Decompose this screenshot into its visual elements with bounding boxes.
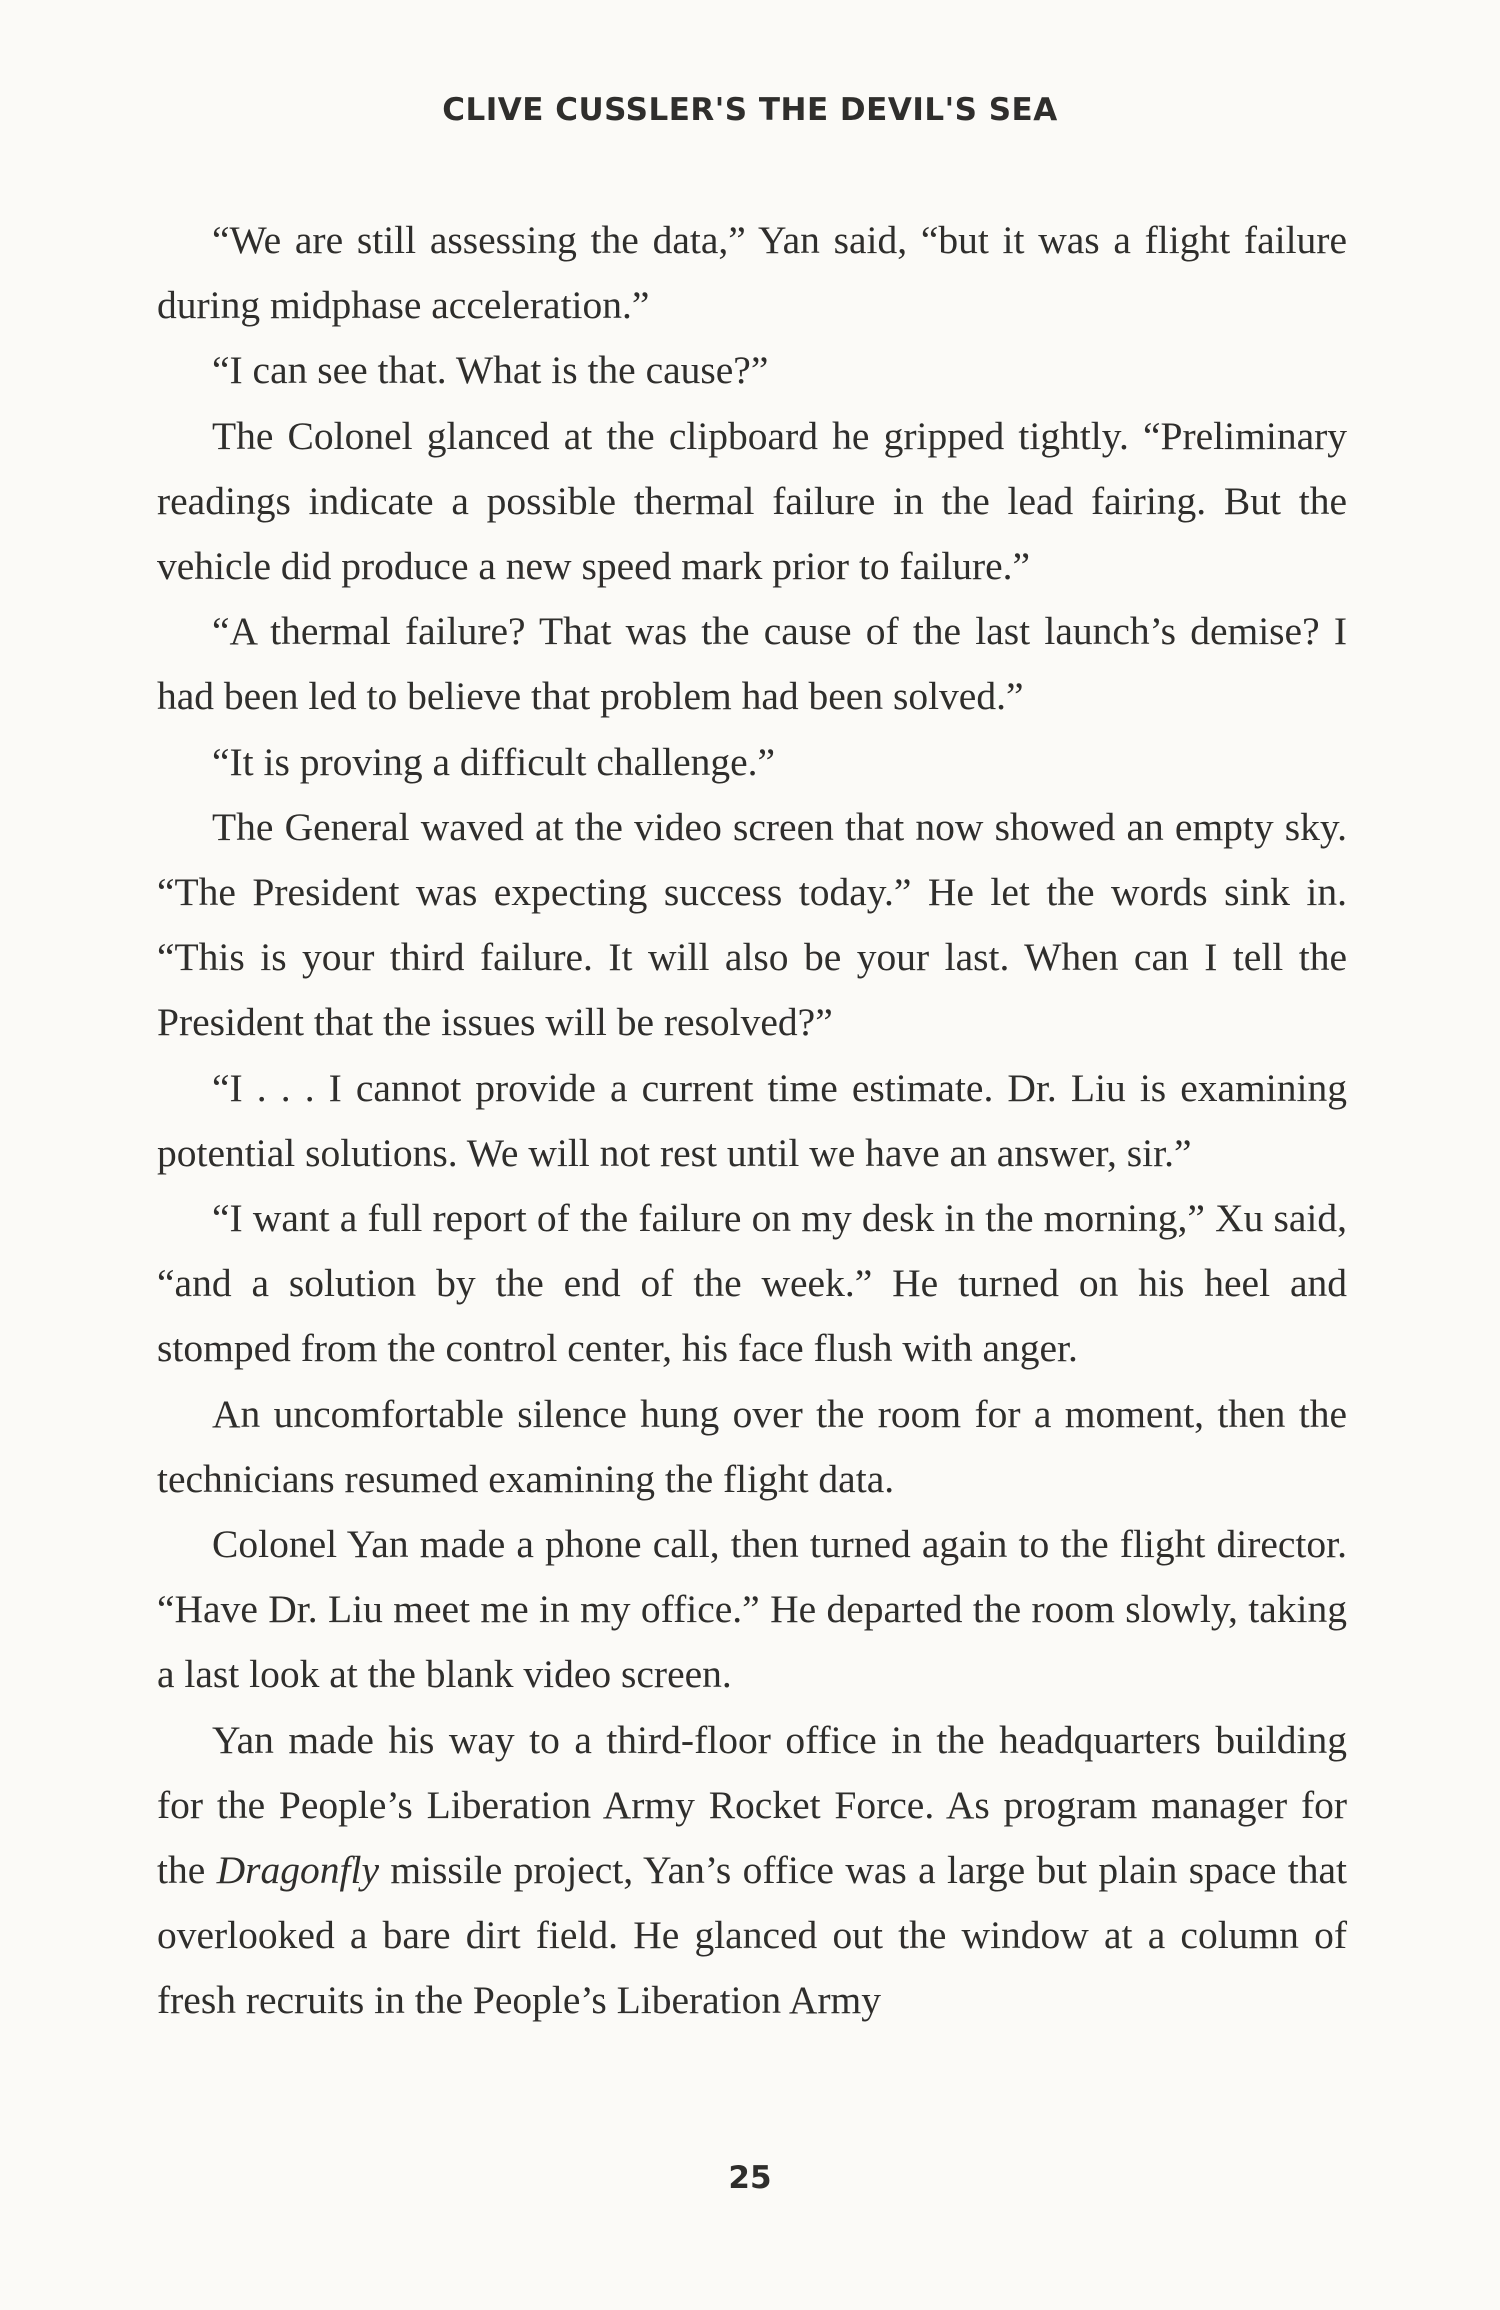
paragraph-text: Yan made his way to a third-floor office in the headquarters building for the People’s Liberation Army Rocket Force. As program manager for the [157, 1717, 1347, 1893]
paragraph: The General waved at the video screen that now showed an empty sky. “The President was expecting success today.” He let the words sink in. “This is your third failure. It will also be your last. When can I tell the President that the issues will be resolved?” [157, 804, 1347, 1045]
paragraph: The Colonel glanced at the clipboard he gripped tightly. “Preliminary readings indicate a possible thermal failure in the lead fairing. But the vehicle did produce a new speed mark prior to failure.” [157, 413, 1347, 589]
paragraph: “I want a full report of the failure on my desk in the morning,” Xu said, “and a solution by the end of the week.” He turned on his heel and stomped from the control center, his face flush with anger. [157, 1196, 1347, 1371]
paragraph-text: missile project, Yan’s office was a large but plain space that overlooked a bare dirt field. He glanced out the window at a column of fresh recruits in the People’s Liberation Army [157, 1848, 1347, 2023]
paragraph: “It is proving a difficult challenge.” [212, 739, 776, 784]
paragraph: “A thermal failure? That was the cause of the last launch’s demise? I had been led to believe that problem had been solved.” [157, 609, 1347, 719]
paragraph: An uncomfortable silence hung over the room for a moment, then the technicians resumed examining the flight data. [157, 1391, 1347, 1501]
body-text [157, 208, 1347, 2034]
paragraph: “We are still assessing the data,” Yan said, “but it was a flight failure during midphase acceleration.” [157, 218, 1347, 328]
paragraph: “I . . . I cannot provide a current time estimate. Dr. Liu is examining potential solutions. We will not rest until we have an answer, sir.” [157, 1065, 1347, 1175]
paragraph: Colonel Yan made a phone call, then turned again to the flight director. “Have Dr. Liu meet me in my office.” He departed the room slowly, taking a last look at the blank video screen. [157, 1522, 1347, 1697]
running-head: CLIVE CUSSLER'S THE DEVIL'S SEA [442, 92, 1058, 128]
paragraph: “I can see that. What is the cause?” [212, 348, 769, 393]
project-name-italic: Dragonfly [216, 1848, 379, 1893]
page-number: 25 [728, 2160, 772, 2196]
paragraph-last [157, 1708, 1347, 2034]
